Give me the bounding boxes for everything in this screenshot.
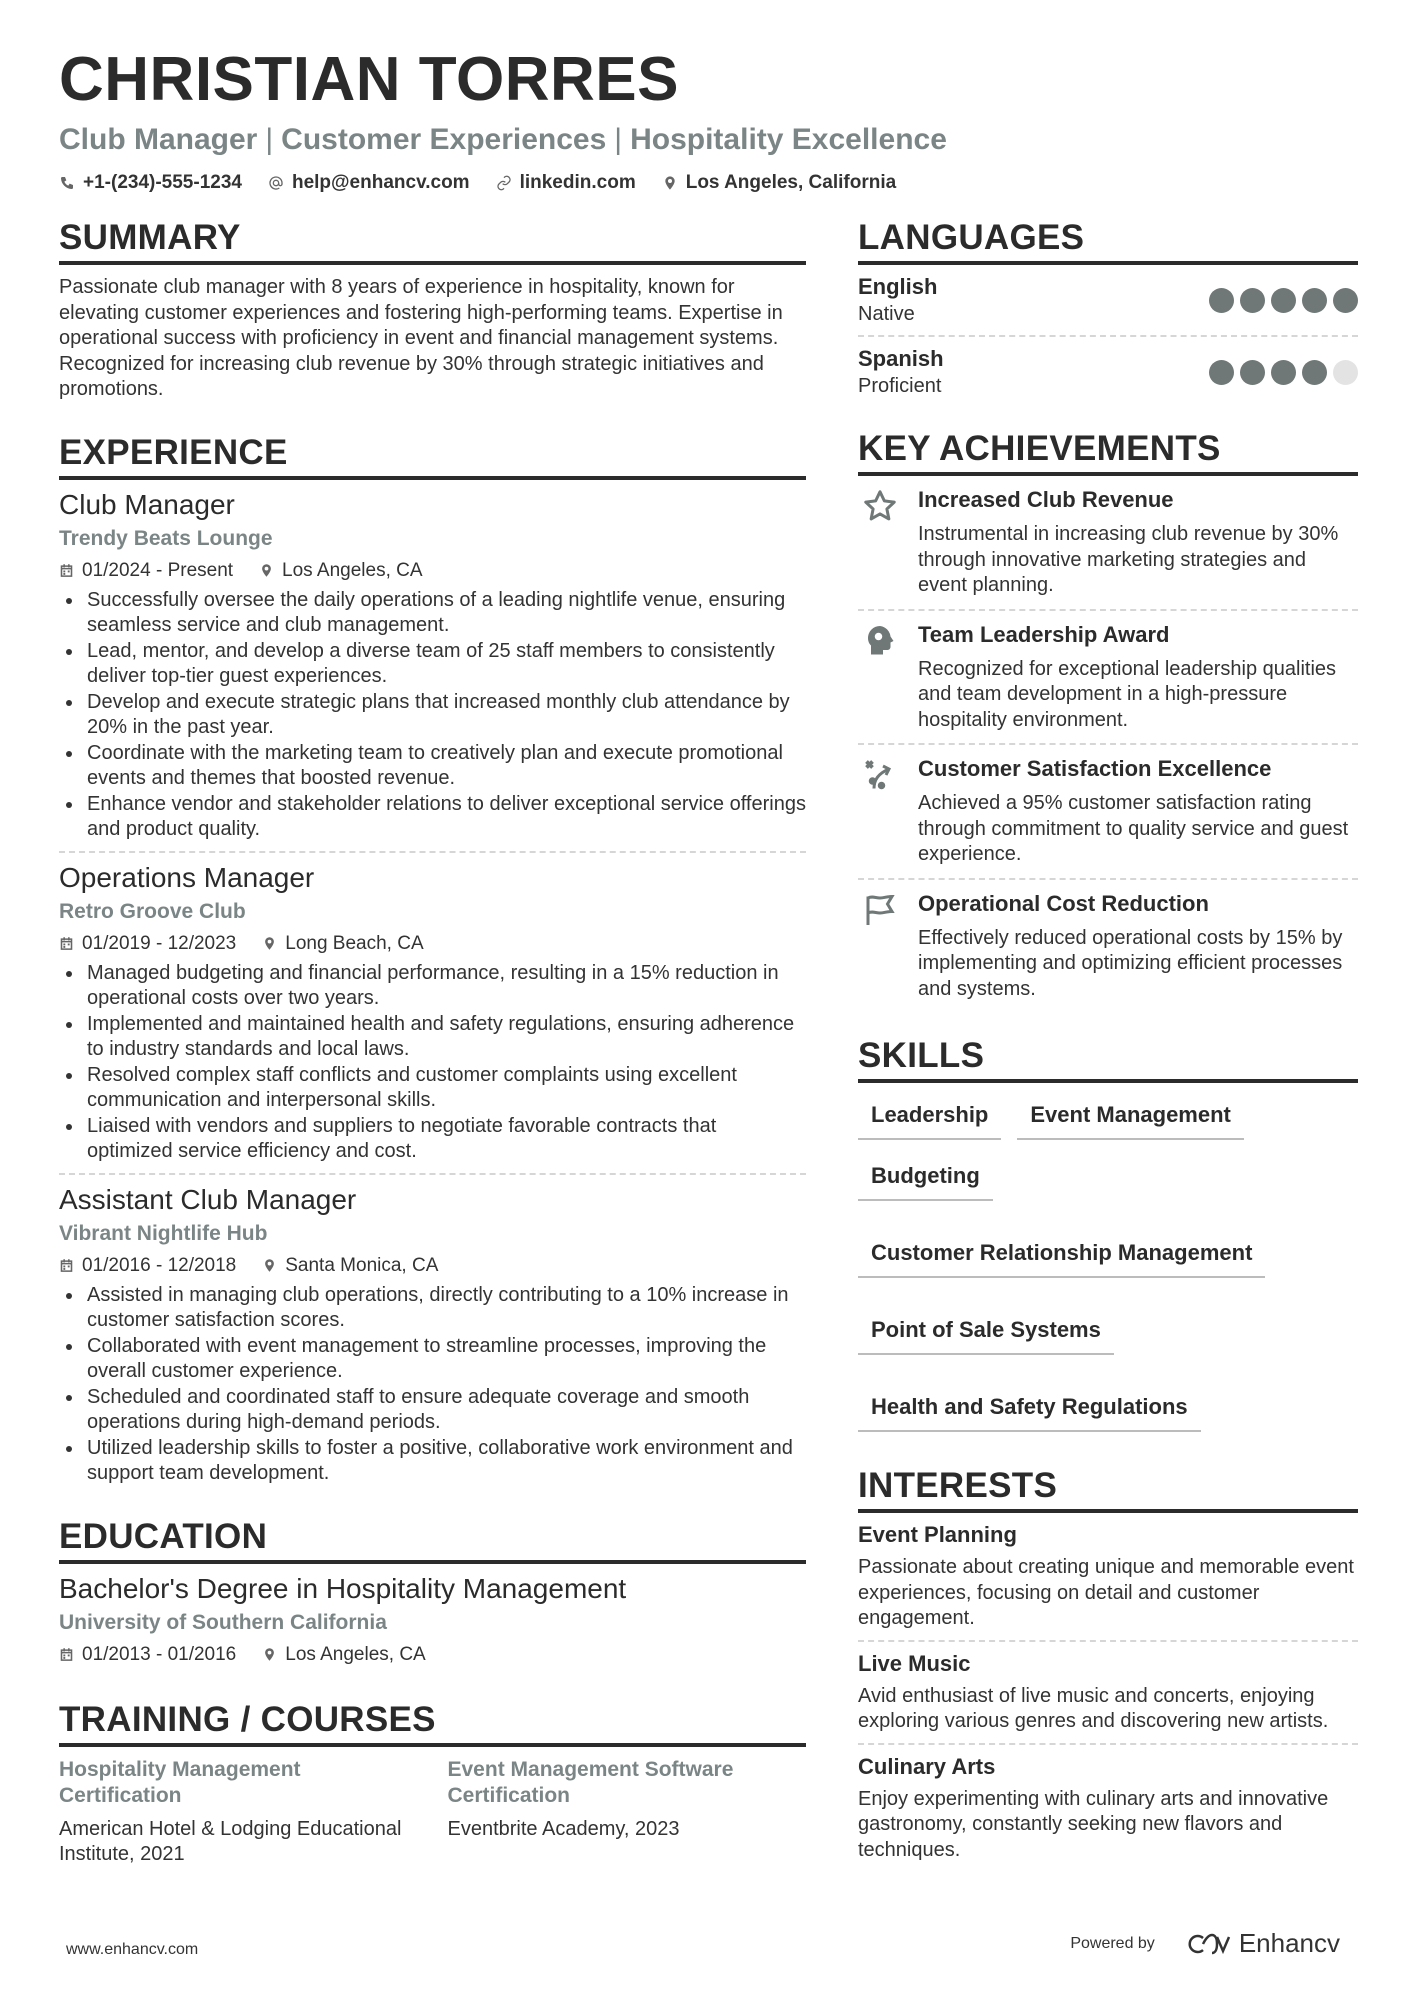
job-company: Vibrant Nightlife Hub bbox=[59, 1221, 268, 1245]
job-dates-text: 01/2024 - Present bbox=[82, 559, 234, 581]
achievement-title: Increased Club Revenue bbox=[918, 487, 1174, 512]
contact-email-text: help@enhancv.com bbox=[291, 172, 470, 193]
achievement-body bbox=[918, 486, 1358, 599]
summary-text: Passionate club manager with 8 years of experience in hospitality, known for elevating customer experiences and fostering high-performing teams. Expertise in operational success with proficiency in event and financial management systems. Recognized for increasing club revenue by 30% through strategic initiatives and promotions. bbox=[59, 276, 783, 400]
interest-title: Event Planning bbox=[858, 1522, 1017, 1547]
course-name: Hospitality Management Certification bbox=[59, 1757, 301, 1807]
language-info bbox=[858, 345, 944, 399]
job-meta bbox=[59, 1255, 806, 1277]
right-column bbox=[858, 218, 1358, 1901]
skill-tag: Customer Relationship Management bbox=[858, 1233, 1265, 1278]
achievement-desc: Recognized for exceptional leadership qualities and team development in a high-pressure hospitality environment. bbox=[918, 657, 1337, 731]
rating-dot bbox=[1240, 288, 1265, 313]
job-entry bbox=[59, 853, 806, 1175]
interest-desc: Avid enthusiast of live music and concerts, enjoying exploring various genres and discovering new artists. bbox=[858, 1684, 1329, 1732]
title-separator: | bbox=[614, 123, 623, 156]
contact-linkedin-text: linkedin.com bbox=[519, 172, 636, 193]
education-location-text: Los Angeles, CA bbox=[285, 1643, 426, 1665]
languages-heading: LANGUAGES bbox=[858, 218, 1358, 265]
language-level: Native bbox=[858, 303, 915, 325]
language-name: Spanish bbox=[858, 346, 944, 371]
rating-dot bbox=[1209, 360, 1234, 385]
job-entry bbox=[59, 480, 806, 853]
job-bullets bbox=[59, 1283, 806, 1487]
course-entry bbox=[448, 1757, 807, 1868]
language-item bbox=[858, 337, 1358, 407]
achievement-title: Operational Cost Reduction bbox=[918, 890, 1209, 916]
language-rating bbox=[1209, 288, 1358, 313]
job-bullet: Collaborated with event management to streamline processes, improving the overall customer experience. bbox=[59, 1334, 806, 1385]
achievement-item bbox=[858, 476, 1358, 611]
enhancv-logo-icon bbox=[1183, 1931, 1231, 1957]
contact-location bbox=[662, 172, 896, 194]
job-location bbox=[259, 560, 422, 582]
job-bullet: Implemented and maintained health and safety regulations, ensuring adherence to industry standards and local laws. bbox=[59, 1012, 806, 1063]
job-bullet: Managed budgeting and financial performance, resulting in a 15% reduction in operational costs over two years. bbox=[59, 961, 806, 1012]
job-bullet: Develop and execute strategic plans that increased monthly club attendance by 20% in the past year. bbox=[59, 690, 806, 741]
contact-location-text: Los Angeles, California bbox=[685, 172, 897, 193]
job-role: Operations Manager bbox=[59, 861, 315, 893]
interest-item bbox=[858, 1642, 1358, 1745]
job-dates bbox=[59, 560, 233, 582]
achievement-title: Team Leadership Award bbox=[918, 621, 1170, 647]
interest-title: Culinary Arts bbox=[858, 1753, 996, 1779]
skill-tag: Leadership bbox=[858, 1095, 1001, 1140]
job-location bbox=[262, 933, 423, 955]
left-column bbox=[59, 218, 806, 1898]
achievements-section bbox=[858, 429, 1358, 1012]
job-dates bbox=[59, 1255, 236, 1277]
interest-item bbox=[858, 1745, 1358, 1872]
education-location bbox=[262, 1644, 425, 1666]
skill-tag: Budgeting bbox=[858, 1156, 993, 1201]
enhancv-logo[interactable] bbox=[1183, 1928, 1340, 1959]
rating-dot bbox=[1302, 360, 1327, 385]
footer-website[interactable]: www.enhancv.com bbox=[66, 1941, 199, 1958]
powered-by-label: Powered by bbox=[1070, 1934, 1155, 1952]
interests-section bbox=[858, 1466, 1358, 1871]
job-location-text: Long Beach, CA bbox=[285, 932, 424, 954]
job-bullet: Liaised with vendors and suppliers to negotiate favorable contracts that optimized service efficiency and cost. bbox=[59, 1114, 806, 1165]
education-dates-text: 01/2013 - 01/2016 bbox=[82, 1643, 237, 1665]
contact-linkedin[interactable] bbox=[496, 172, 636, 194]
course-org: American Hotel & Lodging Educational Institute, 2021 bbox=[59, 1817, 402, 1865]
summary-section bbox=[59, 218, 806, 403]
education-heading: EDUCATION bbox=[59, 1517, 806, 1564]
training-heading: TRAINING / COURSES bbox=[59, 1700, 806, 1747]
rating-dot bbox=[1271, 288, 1296, 313]
link-icon bbox=[496, 175, 512, 191]
job-dates-text: 01/2019 - 12/2023 bbox=[82, 932, 237, 954]
achievement-icon-wrap bbox=[858, 486, 902, 599]
skills-heading: SKILLS bbox=[858, 1036, 1358, 1083]
education-dates bbox=[59, 1644, 236, 1666]
job-location-text: Los Angeles, CA bbox=[282, 559, 423, 581]
contact-bar bbox=[59, 172, 1359, 194]
interests-heading: INTERESTS bbox=[858, 1466, 1358, 1513]
job-meta bbox=[59, 933, 806, 955]
job-dates-text: 01/2016 - 12/2018 bbox=[82, 1254, 237, 1276]
contact-email[interactable] bbox=[268, 172, 470, 194]
at-icon bbox=[268, 175, 284, 191]
achievement-title: Customer Satisfaction Excellence bbox=[918, 756, 1272, 781]
experience-heading: EXPERIENCE bbox=[59, 433, 806, 480]
job-bullet: Enhance vendor and stakeholder relations to deliver exceptional service offerings and product quality. bbox=[59, 792, 806, 843]
achievement-icon-wrap bbox=[858, 755, 902, 868]
skills-section bbox=[858, 1036, 1358, 1432]
language-name: English bbox=[858, 274, 938, 299]
summary-heading: SUMMARY bbox=[59, 218, 806, 265]
rating-dot bbox=[1302, 288, 1327, 313]
skill-tag: Event Management bbox=[1017, 1095, 1244, 1140]
skill-tag: Point of Sale Systems bbox=[858, 1310, 1114, 1355]
star-icon bbox=[862, 488, 898, 524]
languages-section bbox=[858, 218, 1358, 407]
job-bullet: Lead, mentor, and develop a diverse team of 25 staff members to consistently deliver top-tier guest experiences. bbox=[59, 639, 806, 690]
language-rating bbox=[1209, 360, 1358, 385]
job-location-text: Santa Monica, CA bbox=[285, 1254, 439, 1276]
education-meta bbox=[59, 1644, 806, 1666]
skills-list bbox=[858, 1095, 1358, 1432]
job-role: Club Manager bbox=[59, 488, 235, 520]
rating-dot bbox=[1271, 360, 1296, 385]
course-org: Eventbrite Academy, 2023 bbox=[447, 1817, 680, 1840]
head-icon bbox=[862, 623, 898, 659]
experience-section bbox=[59, 433, 806, 1495]
achievements-heading: KEY ACHIEVEMENTS bbox=[858, 429, 1358, 476]
achievement-body bbox=[918, 755, 1358, 868]
course-entry bbox=[59, 1757, 418, 1868]
job-entry bbox=[59, 1175, 806, 1495]
job-bullets bbox=[59, 961, 806, 1165]
education-section bbox=[59, 1517, 806, 1674]
location-icon bbox=[662, 175, 678, 191]
interest-title: Live Music bbox=[858, 1650, 971, 1676]
job-bullets bbox=[59, 588, 806, 843]
job-bullet: Utilized leadership skills to foster a positive, collaborative work environment and support team development. bbox=[59, 1436, 806, 1487]
calendar-icon bbox=[59, 936, 74, 951]
strategy-icon bbox=[862, 757, 898, 793]
contact-phone[interactable] bbox=[59, 172, 242, 194]
location-icon bbox=[262, 1258, 277, 1273]
achievement-body bbox=[918, 890, 1358, 1003]
location-icon bbox=[259, 563, 274, 578]
achievement-icon-wrap bbox=[858, 890, 902, 1003]
job-bullet: Scheduled and coordinated staff to ensure adequate coverage and smooth operations during high-demand periods. bbox=[59, 1385, 806, 1436]
interest-desc: Passionate about creating unique and memorable event experiences, focusing on detail and customer engagement. bbox=[858, 1556, 1354, 1629]
achievement-desc: Effectively reduced operational costs by 15% by implementing and optimizing efficient processes and systems. bbox=[918, 926, 1343, 1000]
flag-icon bbox=[862, 892, 898, 928]
job-role: Assistant Club Manager bbox=[59, 1183, 357, 1215]
job-company: Trendy Beats Lounge bbox=[59, 526, 273, 550]
job-bullet: Assisted in managing club operations, directly contributing to a 10% increase in customer satisfaction scores. bbox=[59, 1283, 806, 1334]
title-separator: | bbox=[265, 123, 274, 156]
job-bullet: Coordinate with the marketing team to creatively plan and execute promotional events and themes that boosted revenue. bbox=[59, 741, 806, 792]
rating-dot bbox=[1333, 288, 1358, 313]
skill-tag: Health and Safety Regulations bbox=[858, 1387, 1201, 1432]
job-dates bbox=[59, 933, 236, 955]
calendar-icon bbox=[59, 563, 74, 578]
resume-header bbox=[59, 44, 1359, 194]
calendar-icon bbox=[59, 1258, 74, 1273]
title-part: Hospitality Excellence bbox=[630, 123, 947, 156]
achievement-desc: Achieved a 95% customer satisfaction rating through commitment to quality service and guest experience. bbox=[918, 792, 1349, 865]
education-entry bbox=[59, 1564, 806, 1674]
achievement-item bbox=[858, 745, 1358, 880]
title-part: Club Manager bbox=[59, 123, 258, 156]
training-grid bbox=[59, 1757, 806, 1868]
achievement-body bbox=[918, 621, 1358, 734]
interest-desc: Enjoy experimenting with culinary arts and innovative gastronomy, constantly seeking new flavors and techniques. bbox=[858, 1787, 1329, 1861]
achievement-item bbox=[858, 880, 1358, 1013]
language-info bbox=[858, 273, 937, 327]
contact-phone-text: +1-(234)-555-1234 bbox=[83, 172, 242, 193]
achievement-icon-wrap bbox=[858, 621, 902, 734]
course-name: Event Management Software Certification bbox=[447, 1757, 734, 1807]
candidate-title bbox=[59, 122, 1359, 158]
job-bullet: Resolved complex staff conflicts and customer complaints using excellent communication and interpersonal skills. bbox=[59, 1063, 806, 1114]
enhancv-logo-text: Enhancv bbox=[1238, 1928, 1340, 1958]
education-school: University of Southern California bbox=[59, 1610, 387, 1634]
footer-brand bbox=[1070, 1928, 1340, 1959]
job-meta bbox=[59, 560, 806, 582]
title-part: Customer Experiences bbox=[281, 123, 607, 156]
language-item bbox=[858, 265, 1358, 337]
language-level: Proficient bbox=[858, 375, 942, 397]
rating-dot bbox=[1240, 360, 1265, 385]
rating-dot bbox=[1333, 360, 1358, 385]
candidate-name: CHRISTIAN TORRES bbox=[59, 45, 680, 114]
achievement-item bbox=[858, 611, 1358, 746]
location-icon bbox=[262, 1647, 277, 1662]
rating-dot bbox=[1209, 288, 1234, 313]
interest-item bbox=[858, 1513, 1358, 1642]
location-icon bbox=[262, 936, 277, 951]
calendar-icon bbox=[59, 1647, 74, 1662]
job-bullet: Successfully oversee the daily operations of a leading nightlife venue, ensuring seamless service and club management. bbox=[59, 588, 806, 639]
job-company: Retro Groove Club bbox=[59, 899, 246, 923]
training-section bbox=[59, 1700, 806, 1868]
achievement-desc: Instrumental in increasing club revenue by 30% through innovative marketing strategies and event planning. bbox=[918, 523, 1339, 596]
education-degree: Bachelor's Degree in Hospitality Management bbox=[59, 1572, 627, 1604]
job-location bbox=[262, 1255, 438, 1277]
phone-icon bbox=[59, 175, 75, 191]
